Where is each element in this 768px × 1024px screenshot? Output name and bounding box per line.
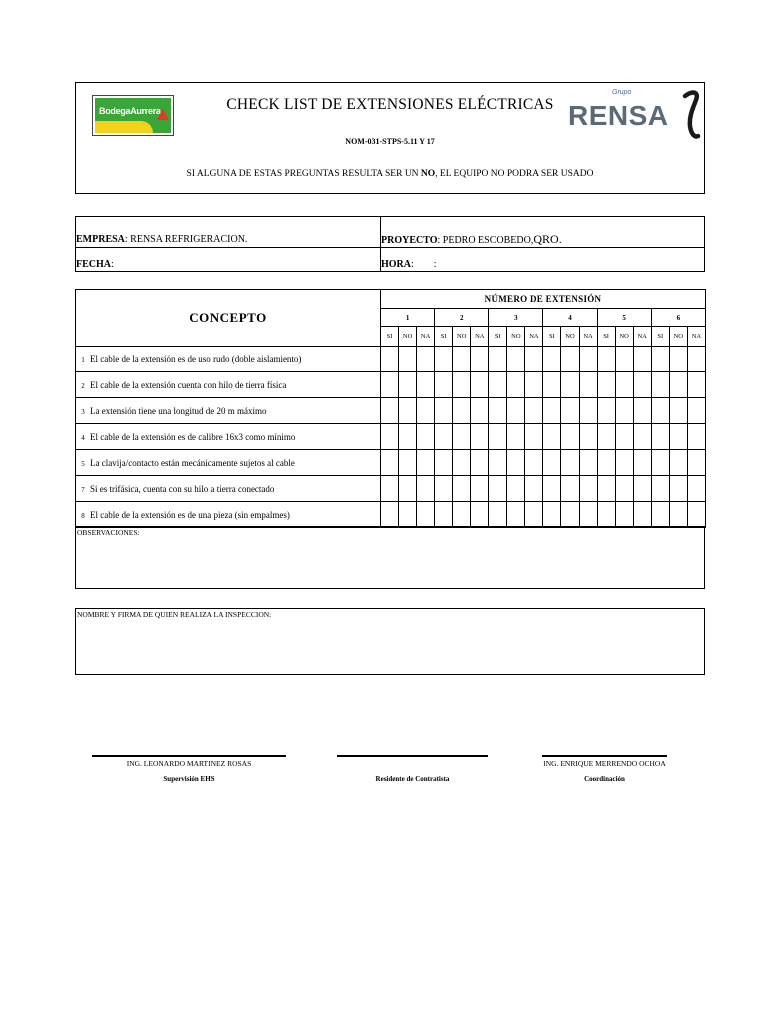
empresa-label: EMPRESA: [76, 234, 125, 245]
check-cell[interactable]: [597, 347, 615, 372]
extension-number: 3: [489, 309, 543, 327]
check-cell[interactable]: [561, 476, 579, 502]
question-number: 5: [81, 459, 85, 468]
question-text: La extensión tiene una longitud de 20 m máximo: [90, 405, 267, 416]
check-cell[interactable]: [471, 424, 489, 450]
check-cell[interactable]: [525, 450, 543, 476]
check-cell[interactable]: [633, 476, 651, 502]
check-cell[interactable]: [615, 347, 633, 372]
check-cell[interactable]: [543, 347, 561, 372]
question-number: 7: [81, 485, 85, 494]
check-cell[interactable]: [669, 372, 687, 398]
check-cell[interactable]: [507, 424, 525, 450]
check-cell[interactable]: [543, 398, 561, 424]
option-header-no: NO: [399, 327, 417, 347]
question-cell: [76, 347, 381, 372]
check-cell[interactable]: [399, 502, 417, 528]
option-header-si: SI: [651, 327, 669, 347]
table-row: [76, 476, 706, 502]
table-row: [76, 347, 706, 372]
hora-label: HORA: [381, 259, 411, 270]
extension-header: NÚMERO DE EXTENSIÓN: [381, 290, 706, 309]
check-cell[interactable]: [543, 424, 561, 450]
rensa-swoosh-icon: [565, 82, 705, 142]
proyecto-label: PROYECTO: [381, 235, 438, 246]
check-cell[interactable]: [579, 450, 597, 476]
signature-role-1: Supervisión EHS: [163, 775, 215, 783]
question-number: 4: [81, 433, 85, 442]
check-cell[interactable]: [453, 347, 471, 372]
check-cell[interactable]: [579, 476, 597, 502]
signature-line-2: [337, 755, 488, 757]
check-cell[interactable]: [579, 372, 597, 398]
check-cell[interactable]: [633, 424, 651, 450]
check-cell[interactable]: [651, 347, 669, 372]
check-cell[interactable]: [561, 398, 579, 424]
check-cell[interactable]: [489, 476, 507, 502]
question-number: 2: [81, 381, 85, 390]
check-cell[interactable]: [417, 398, 435, 424]
check-cell[interactable]: [507, 398, 525, 424]
question-number: 8: [81, 511, 85, 520]
norm-reference: NOM-031-STPS-5.11 Y 17: [345, 137, 435, 146]
check-cell[interactable]: [399, 476, 417, 502]
check-cell[interactable]: [687, 502, 705, 528]
question-number: 1: [81, 356, 85, 364]
proyecto-suffix: QRO.: [533, 232, 562, 246]
signature-line-3: [542, 755, 667, 757]
check-cell[interactable]: [417, 347, 435, 372]
question-text: La clavija/contacto están mecánicamente sujetos al cable: [90, 457, 295, 468]
warning-bold: NO: [420, 169, 436, 179]
check-cell[interactable]: [543, 450, 561, 476]
check-cell[interactable]: [471, 347, 489, 372]
check-cell[interactable]: [525, 502, 543, 528]
rensa-grupo-text: Grupo: [612, 89, 632, 96]
check-cell[interactable]: [507, 476, 525, 502]
check-cell[interactable]: [543, 502, 561, 528]
question-text: El cable de la extensión cuenta con hilo de tierra física: [90, 379, 287, 390]
check-cell[interactable]: [543, 476, 561, 502]
check-cell[interactable]: [489, 347, 507, 372]
firma-label: NOMBRE Y FIRMA DE QUIEN REALIZA LA INSPECCION:: [77, 610, 272, 619]
logo-triangle-icon: [157, 108, 169, 120]
extension-number: 6: [651, 309, 705, 327]
check-cell[interactable]: [381, 372, 399, 398]
fecha-field: [76, 259, 114, 270]
check-cell[interactable]: [669, 450, 687, 476]
check-cell[interactable]: [381, 502, 399, 528]
check-cell[interactable]: [615, 424, 633, 450]
check-cell[interactable]: [417, 476, 435, 502]
option-header-no: NO: [561, 327, 579, 347]
check-cell[interactable]: [651, 372, 669, 398]
check-cell[interactable]: [561, 450, 579, 476]
extension-number: 5: [597, 309, 651, 327]
check-cell[interactable]: [687, 398, 705, 424]
check-cell[interactable]: [669, 398, 687, 424]
table-row: [76, 372, 706, 398]
check-cell[interactable]: [561, 372, 579, 398]
check-cell[interactable]: [579, 424, 597, 450]
check-cell[interactable]: [561, 347, 579, 372]
check-cell[interactable]: [399, 450, 417, 476]
page-title: CHECK LIST DE EXTENSIONES ELÉCTRICAS: [226, 96, 554, 113]
check-cell[interactable]: [471, 372, 489, 398]
check-cell[interactable]: [579, 502, 597, 528]
check-cell[interactable]: [615, 398, 633, 424]
check-cell[interactable]: [489, 424, 507, 450]
extension-number: 2: [435, 309, 489, 327]
check-cell[interactable]: [435, 502, 453, 528]
check-cell[interactable]: [471, 476, 489, 502]
check-cell[interactable]: [615, 372, 633, 398]
check-cell[interactable]: [381, 398, 399, 424]
extension-number: 1: [381, 309, 435, 327]
question-cell: [76, 476, 381, 502]
check-cell[interactable]: [489, 372, 507, 398]
warning-post: , EL EQUIPO NO PODRA SER USADO: [435, 169, 594, 179]
question-cell: [76, 450, 381, 476]
check-cell[interactable]: [507, 372, 525, 398]
check-cell[interactable]: [651, 476, 669, 502]
rensa-logo: [565, 82, 705, 142]
signature-name-3: ING. ENRIQUE MERRENDO OCHOA: [543, 759, 666, 768]
question-cell: [76, 424, 381, 450]
bodega-logo-text: BodegaAurrera: [99, 106, 161, 116]
question-cell: [76, 372, 381, 398]
check-cell[interactable]: [597, 450, 615, 476]
check-cell[interactable]: [435, 450, 453, 476]
bodega-aurrera-logo: [92, 95, 174, 136]
check-cell[interactable]: [381, 347, 399, 372]
fecha-label: FECHA: [76, 259, 111, 270]
check-cell[interactable]: [561, 502, 579, 528]
check-cell[interactable]: [633, 502, 651, 528]
question-text: El cable de la extensión es de uso rudo (doble aislamiento): [90, 354, 302, 364]
question-number: 3: [81, 407, 85, 416]
option-header-no: NO: [507, 327, 525, 347]
signature-name-1: ING. LEONARDO MARTINEZ ROSAS: [126, 759, 252, 768]
check-cell[interactable]: [687, 347, 705, 372]
check-cell[interactable]: [453, 398, 471, 424]
option-header-si: SI: [543, 327, 561, 347]
check-cell[interactable]: [489, 398, 507, 424]
check-cell[interactable]: [651, 424, 669, 450]
check-cell[interactable]: [669, 347, 687, 372]
option-header-no: NO: [453, 327, 471, 347]
check-cell[interactable]: [615, 476, 633, 502]
check-cell[interactable]: [525, 398, 543, 424]
proyecto-field: [381, 232, 562, 247]
check-cell[interactable]: [615, 502, 633, 528]
option-header-si: SI: [597, 327, 615, 347]
check-cell[interactable]: [489, 502, 507, 528]
check-cell[interactable]: [597, 424, 615, 450]
table-row: [76, 450, 706, 476]
check-cell[interactable]: [597, 502, 615, 528]
option-header-no: NO: [615, 327, 633, 347]
check-cell[interactable]: [435, 398, 453, 424]
warning-pre: SI ALGUNA DE ESTAS PREGUNTAS RESULTA SER UN: [186, 169, 421, 179]
check-cell[interactable]: [399, 424, 417, 450]
question-text: Si es trifásica, cuenta con su hilo a tierra conectado: [90, 483, 275, 494]
check-cell[interactable]: [507, 502, 525, 528]
table-row: [76, 424, 706, 450]
firma-box[interactable]: [75, 608, 705, 675]
question-cell: [76, 502, 381, 528]
table-row: [76, 398, 706, 424]
empresa-field: [76, 234, 247, 245]
check-cell[interactable]: [453, 424, 471, 450]
check-cell[interactable]: [381, 424, 399, 450]
check-cell[interactable]: [687, 372, 705, 398]
observaciones-label: OBSERVACIONES:: [77, 528, 140, 537]
extension-number: 4: [543, 309, 597, 327]
check-cell[interactable]: [507, 347, 525, 372]
check-cell[interactable]: [453, 450, 471, 476]
option-header-na: NA: [417, 327, 435, 347]
option-header-na: NA: [471, 327, 489, 347]
check-cell[interactable]: [399, 372, 417, 398]
option-header-si: SI: [489, 327, 507, 347]
check-cell[interactable]: [525, 372, 543, 398]
check-cell[interactable]: [687, 476, 705, 502]
check-cell[interactable]: [471, 502, 489, 528]
signature-line-1: [92, 755, 286, 757]
option-header-na: NA: [525, 327, 543, 347]
option-header-na: NA: [633, 327, 651, 347]
check-cell[interactable]: [417, 502, 435, 528]
check-cell[interactable]: [687, 424, 705, 450]
check-cell[interactable]: [525, 347, 543, 372]
check-cell[interactable]: [561, 424, 579, 450]
check-cell[interactable]: [669, 424, 687, 450]
option-header-na: NA: [687, 327, 705, 347]
proyecto-value: : PEDRO ESCOBEDO,: [437, 235, 534, 246]
check-cell[interactable]: [633, 450, 651, 476]
option-header-no: NO: [669, 327, 687, 347]
check-cell[interactable]: [615, 450, 633, 476]
check-cell[interactable]: [435, 347, 453, 372]
check-cell[interactable]: [579, 347, 597, 372]
fecha-value: :: [111, 259, 114, 270]
check-cell[interactable]: [435, 372, 453, 398]
observaciones-box[interactable]: [75, 526, 705, 589]
signature-role-2: Residente de Contratista: [375, 775, 450, 783]
check-cell[interactable]: [525, 476, 543, 502]
check-cell[interactable]: [435, 476, 453, 502]
option-header-si: SI: [435, 327, 453, 347]
check-cell[interactable]: [597, 476, 615, 502]
check-cell[interactable]: [453, 502, 471, 528]
hora-field: [381, 259, 437, 270]
check-cell[interactable]: [417, 372, 435, 398]
check-cell[interactable]: [633, 347, 651, 372]
warning-text: [120, 169, 660, 179]
concept-header: CONCEPTO: [76, 290, 381, 347]
check-cell[interactable]: [381, 450, 399, 476]
check-cell[interactable]: [435, 424, 453, 450]
question-cell: [76, 398, 381, 424]
check-cell[interactable]: [597, 372, 615, 398]
hora-value: :: [411, 259, 414, 270]
check-cell[interactable]: [453, 476, 471, 502]
check-cell[interactable]: [651, 502, 669, 528]
option-header-na: NA: [579, 327, 597, 347]
rensa-logo-text: RENSA: [568, 100, 669, 131]
check-cell[interactable]: [633, 398, 651, 424]
empresa-value: : RENSA REFRIGERACION.: [124, 234, 248, 245]
check-cell[interactable]: [579, 398, 597, 424]
check-cell[interactable]: [651, 398, 669, 424]
option-header-si: SI: [381, 327, 399, 347]
check-cell[interactable]: [651, 450, 669, 476]
check-cell[interactable]: [525, 424, 543, 450]
check-cell[interactable]: [399, 347, 417, 372]
check-cell[interactable]: [471, 450, 489, 476]
check-cell[interactable]: [669, 476, 687, 502]
check-cell[interactable]: [597, 398, 615, 424]
hora-extra: :: [433, 259, 437, 270]
check-cell[interactable]: [489, 450, 507, 476]
checklist-table: [75, 289, 706, 528]
check-cell[interactable]: [507, 450, 525, 476]
question-text: El cable de la extensión es de calibre 16x3 como mínimo: [90, 431, 296, 442]
check-cell[interactable]: [417, 450, 435, 476]
check-cell[interactable]: [417, 424, 435, 450]
check-cell[interactable]: [453, 372, 471, 398]
question-text: El cable de la extensión es de una pieza (sin empalmes): [90, 509, 290, 520]
check-cell[interactable]: [633, 372, 651, 398]
signature-role-3: Coordinación: [584, 775, 625, 783]
check-cell[interactable]: [399, 398, 417, 424]
check-cell[interactable]: [669, 502, 687, 528]
check-cell[interactable]: [687, 450, 705, 476]
table-row: [76, 502, 706, 528]
check-cell[interactable]: [471, 398, 489, 424]
check-cell[interactable]: [381, 476, 399, 502]
check-cell[interactable]: [543, 372, 561, 398]
